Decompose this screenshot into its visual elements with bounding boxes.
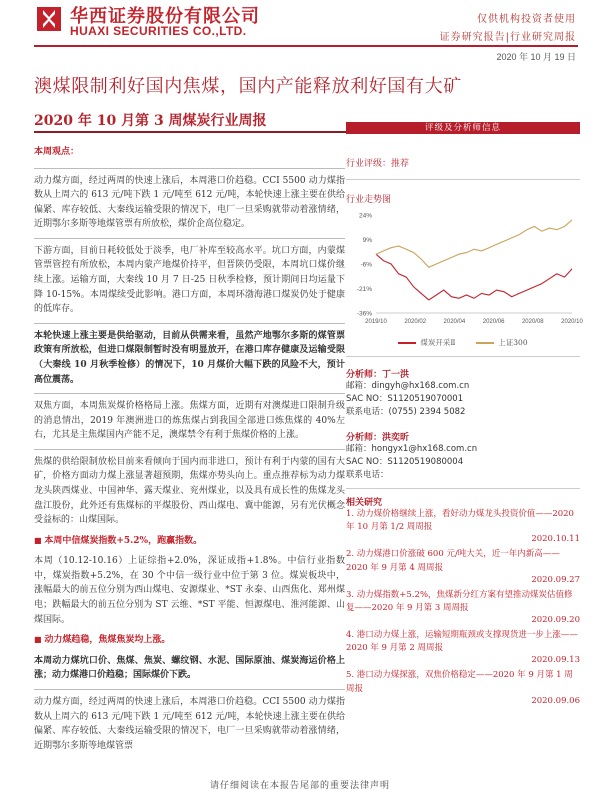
x-tick-label: 2020/02 [404,319,427,325]
paragraph-downstream: 下游方面，目前日耗较低处于淡季，电厂补库至较高水平。坑口方面，内蒙煤管票管控有所放松，本周内蒙产地煤价持平，但晋陕仍受限，本周坑口煤价继续上涨。运输方面，大秦线 10 月 7 日-25 日秋季检修，预计期间日均运量下降 10-15%。本周煤续受此影响。港口方面，本周环渤海港口煤炭仍处于健康的低库存。 [34,238,345,317]
subtitle-underline [34,131,349,133]
main-body [34,145,345,759]
related-item[interactable] [346,548,580,584]
sidebar [346,122,583,710]
huaxi-logo-icon [36,6,62,32]
related-item-text: 5. 港口动力煤探涨，双焦价格稳定——2020 年 9 月第 1 周周报 [346,670,573,694]
paragraph-thermal-coal: 动力煤方面，经过两周的快速上涨后，本周港口价趋稳。CCI 5500 动力煤指数从上周六的 613 元/吨下跌 1 元/吨至 612 元/吨，本轮快速上涨主要在供给偏紧、库存较低、大秦线运输受限的情况下，电厂一旦采购就带动着涨情绪，近期鄂尔多斯等地煤管票有所放松，煤价企高位稳定。 [34,168,345,232]
heading-prices: ■ 动力煤趋稳，焦煤焦炭均上涨。 [34,633,345,648]
company-name-en: HUAXI SECURITIES CO.,LTD. [70,24,247,38]
analyst-2 [346,430,580,483]
related-item-date: 2020.09.06 [531,695,580,706]
rating-box-title: 评级及分析师信息 [346,122,580,134]
analyst-phone: 联系电话：(0755) 2394 5082 [346,407,466,418]
report-subtitle: 2020 年 10 月第 3 周煤炭行业周报 [34,113,267,129]
related-item-date: 2020.09.20 [531,615,580,626]
analyst-sac: SAC NO：S1120519080004 [346,456,464,467]
trend-label: 行业走势图 [346,195,392,205]
related-item-date: 2020.09.13 [531,655,580,666]
legend-label-index: 上证300 [498,338,528,347]
related-item-text: 2. 动力煤港口价涨破 600 元/吨大关，近一年内新高——2020 年 9 月第 4 周周报 [346,549,560,573]
related-item-text: 4. 港口动力煤上涨，运输短期瓶颈或支撑现货进一步上涨——2020 年 9 月第 2 周周报 [346,630,578,654]
related-item[interactable] [346,669,580,705]
related-item-date: 2020.09.27 [531,574,580,585]
legend-swatch-index [476,342,494,344]
legend-swatch-coal [398,342,416,344]
paragraph-thermal-coal-repeat: 动力煤方面，经过两周的快速上涨后，本周港口价趋稳。CCI 5500 动力煤指数从上周六的 613 元/吨下跌 1 元/吨至 612 元/吨，本轮快速上涨主要在供给偏紧、库存较低、大秦线运输受限的情况下，电厂一旦采购就带动着涨情绪，近期鄂尔多斯等地煤管票 [34,689,345,753]
y-tick-label: -36% [356,310,372,318]
section-title: 本周观点： [34,147,80,157]
y-tick-label: 24% [358,212,372,220]
related-item-text: 3. 动力煤指数+5.2%，焦煤新分红方案有望推动煤炭估值修复——2020 年 9 月第 3 周周报 [346,589,573,613]
related-item-text: 1. 动力煤价格继续上涨，看好动力煤龙头投资价值——2020 年 10 月第 1/2 周周报 [346,509,574,533]
x-tick-label: 2020/10 [561,319,583,325]
header-divider [34,45,578,47]
analyst-name: 分析师：丁一洪 [346,370,410,380]
audience-tagline: 仅供机构投资者使用 [477,14,576,25]
doc-type: 证券研究报告|行业研究周报 [439,32,576,43]
analyst-sac: SAC NO：S1120519070001 [346,394,464,405]
industry-trend-chart [346,209,583,333]
industry-rating: 行业评级：推荐 [346,159,410,169]
x-tick-label: 2020/08 [521,319,544,325]
related-title: 相关研究 [346,498,383,509]
x-tick-label: 2020/06 [482,319,505,325]
x-tick-label: 2019/10 [365,319,387,325]
report-title: 澳煤限制利好国内焦煤，国内产能释放利好国有大矿 [34,76,462,97]
analyst-name: 分析师：洪奕昕 [346,432,410,443]
analyst-phone: 联系电话： [346,469,389,480]
paragraph-coking-coal: 双焦方面，本周焦炭煤价格格局上涨。焦煤方面，近期有对澳煤进口限制升级的消息情出，2019 年澳洲进口的炼焦煤占到我国全部进口炼焦煤的 40%左右，尤其是主焦煤国内产能不足，澳煤禁令有利于焦煤价格的上涨。 [34,393,345,443]
chart-legend [346,337,580,348]
related-item-date: 2020.10.11 [531,534,580,545]
y-tick-label: -21% [356,286,372,293]
analyst-1 [346,367,580,420]
paragraph-index: 本周（10.12-10.16）上证综指+2.0%，深证成指+1.8%。中信行业指数中，煤炭指数+5.2%，在 30 个中信一级行业中位于第 3 位。煤炭板块中，涨幅最大的前五位分别为西山煤电、安源煤业、*ST 永泰、山西焦化、郑州煤电；跌幅最大的前五位分别为 ST 云维、*ST 平能、恒源煤电、淮河能源、山煤国际。 [34,556,345,625]
company-name-cn: 华西证券股份有限公司 [70,6,260,27]
heading-index: ■ 本周中信煤炭指数+5.2%，跑赢指数。 [34,534,345,549]
analyst-email: 邮箱：dingyh@hx168.com.cn [346,381,470,391]
series-line-index [376,220,572,267]
paragraph-supply-driven: 本轮快速上涨主要是供给驱动，目前从供需来看，虽然产地鄂尔多斯的煤管票政策有所放松，但进口煤限制暂时没有明显放开，在港口库存健康及运输受限（大秦线 10 月秋季检修）的情况下，10 月煤价大幅下跌的风险不大，预计高位震荡。 [34,323,345,387]
legal-footer: 请仔细阅读在本报告尾部的重要法律声明 [209,781,390,791]
related-item[interactable] [346,589,580,625]
y-tick-label: -6% [360,261,372,269]
x-tick-label: 2020/04 [443,319,466,325]
divider [346,356,580,357]
series-line-coal [376,254,572,300]
analyst-email: 邮箱：hongyx1@hx168.com.cn [346,443,478,454]
paragraph-prices: 本周动力煤坑口价、焦煤、焦炭、螺纹钢、水泥、国际原油、煤炭海运价格上涨；动力煤港口价趋稳；国际煤价下跌。 [34,655,345,681]
divider [346,179,580,180]
related-item[interactable] [346,629,580,665]
related-item[interactable] [346,508,580,544]
paragraph-recommendations: 焦煤的供给限制放松目前来看倾向于国内而非进口，预计有利于内蒙的国有大矿，价格方面动力煤上涨显著超预期，焦煤亦势头向上。重点推荐标为动力煤龙头陕西煤业、中国神华、露天煤业、兖州煤业，以及具有成长性的焦煤龙头盘江股份，此外还有焦煤标的平煤股份、西山煤电、冀中能源，另有光伏概念受益标的：山煤国际。 [34,449,345,528]
report-date: 2020 年 10 月 19 日 [496,52,576,62]
related-research [346,495,580,706]
divider [346,488,580,489]
legend-label-coal: 煤炭开采Ⅱ [420,338,456,347]
y-tick-label: 9% [362,237,372,244]
